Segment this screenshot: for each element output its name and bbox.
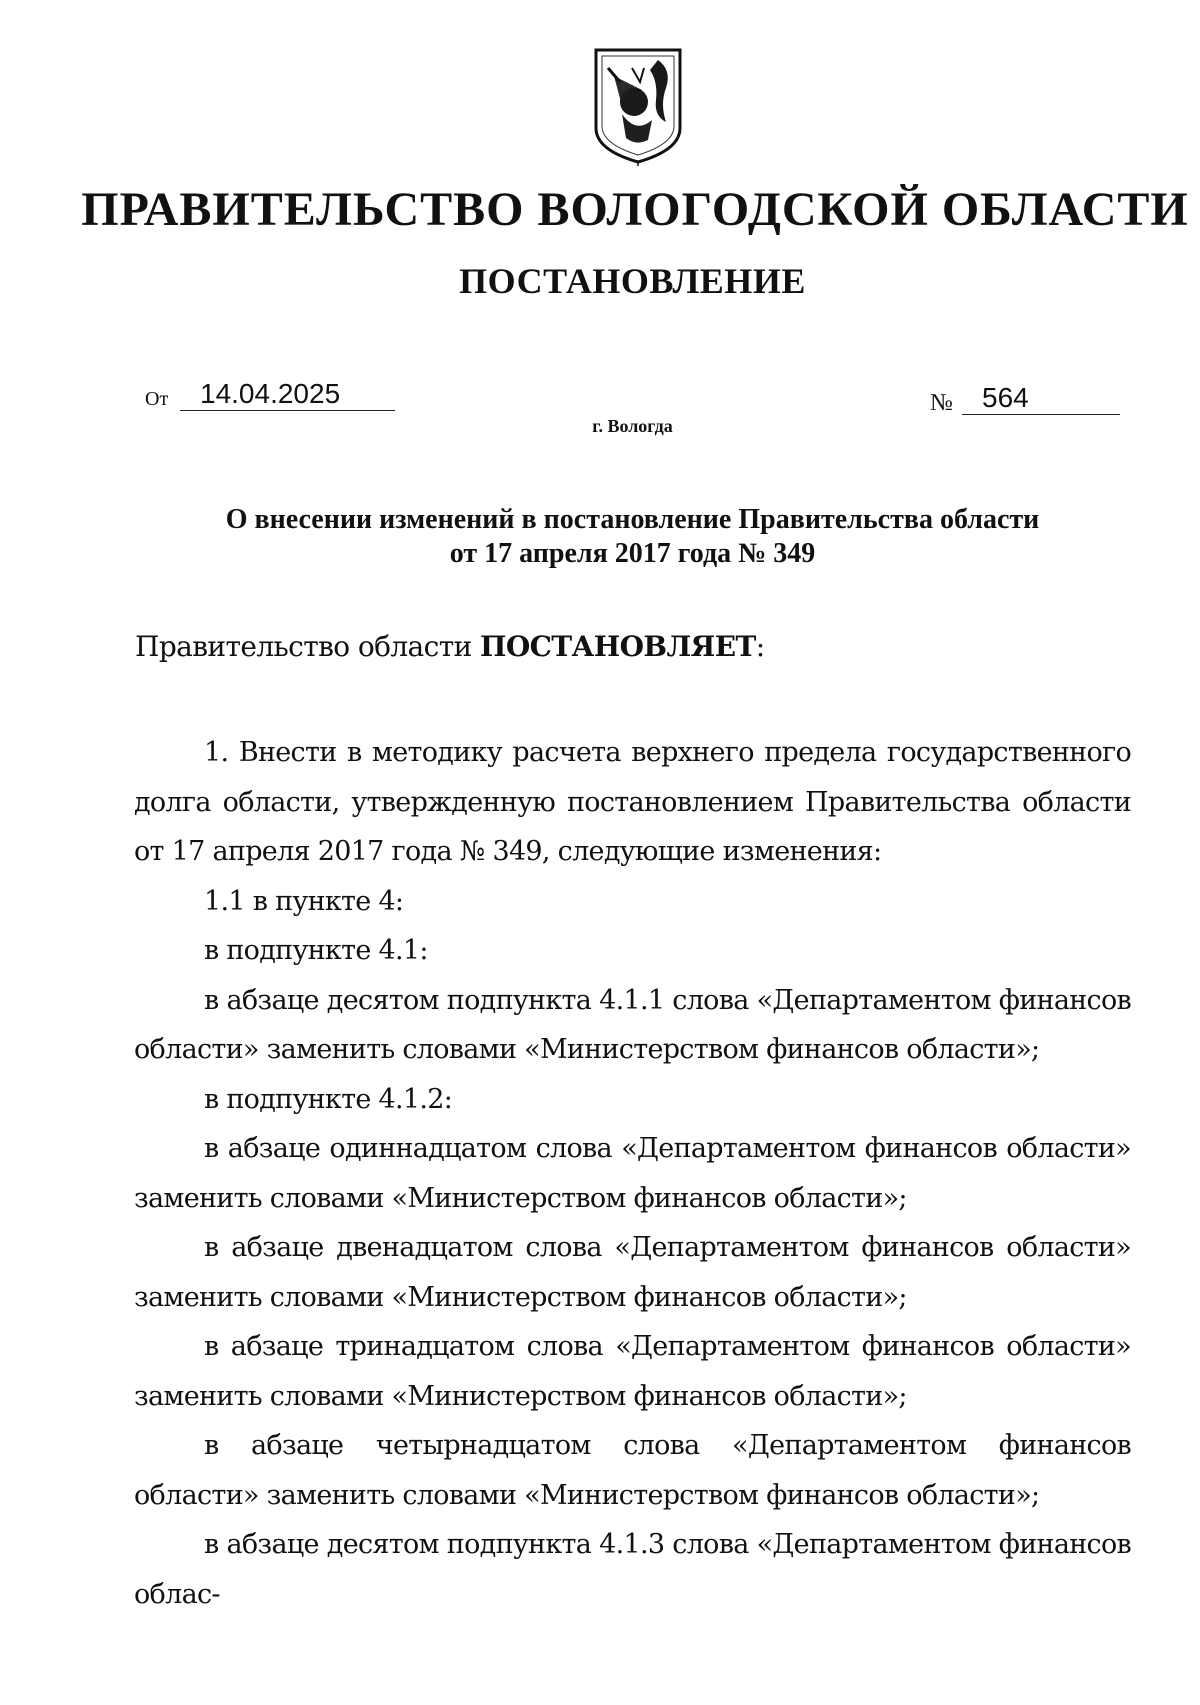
paragraph: в абзаце одиннадцатом слова «Департаментом финансов области» заменить словами «Министерством финансов области»; — [134, 1133, 1131, 1214]
number-underline — [962, 414, 1120, 415]
paragraph: в абзаце четырнадцатом слова «Департаментом финансов области» заменить словами «Министерством финансов области»; — [134, 1430, 1131, 1511]
paragraph: в абзаце десятом подпункта 4.1.1 слова «Департаментом финансов области» заменить словами «Министерством финансов области»; — [134, 984, 1131, 1065]
paragraph: в подпункте 4.1: — [204, 935, 428, 966]
paragraph: в абзаце тринадцатом слова «Департаментом финансов области» заменить словами «Министерством финансов области»; — [134, 1331, 1131, 1412]
paragraph: в абзаце десятом подпункта 4.1.3 слова «Департаментом финансов облас- — [134, 1529, 1131, 1610]
coat-of-arms-icon — [592, 46, 684, 166]
paragraph: в абзаце двенадцатом слова «Департаментом финансов области» заменить словами «Министерством финансов области»; — [134, 1232, 1131, 1313]
preamble-tail: : — [755, 630, 765, 663]
subject-line-1: О внесении изменений в постановление Правительства области — [225, 504, 1040, 535]
preamble — [135, 630, 765, 663]
number-prefix: № — [930, 390, 953, 416]
date-underline — [180, 410, 395, 411]
document-subject — [0, 503, 1200, 571]
document-body — [134, 728, 1131, 1619]
paragraph: 1. Внести в методику расчета верхнего предела государственного долга области, утвержденную постановлением Правительства области от 17 апреля 2017 года № 349, следующие изменения: — [134, 737, 1131, 867]
subject-line-2: от 17 апреля 2017 года № 349 — [449, 538, 816, 569]
paragraph: 1.1 в пункте 4: — [204, 885, 404, 917]
document-date: 14.04.2025 — [200, 378, 341, 409]
city: г. Вологда — [592, 416, 673, 436]
government-title: ПРАВИТЕЛЬСТВО ВОЛОГОДСКОЙ ОБЛАСТИ — [81, 183, 1189, 236]
preamble-text: Правительство области — [135, 630, 480, 663]
document-number: 564 — [982, 382, 1029, 413]
document-type: ПОСТАНОВЛЕНИЕ — [459, 261, 806, 301]
preamble-emphasis: ПОСТАНОВЛЯЕТ — [479, 630, 756, 663]
paragraph: в подпункте 4.1.2: — [204, 1083, 453, 1115]
date-prefix: От — [145, 388, 169, 410]
